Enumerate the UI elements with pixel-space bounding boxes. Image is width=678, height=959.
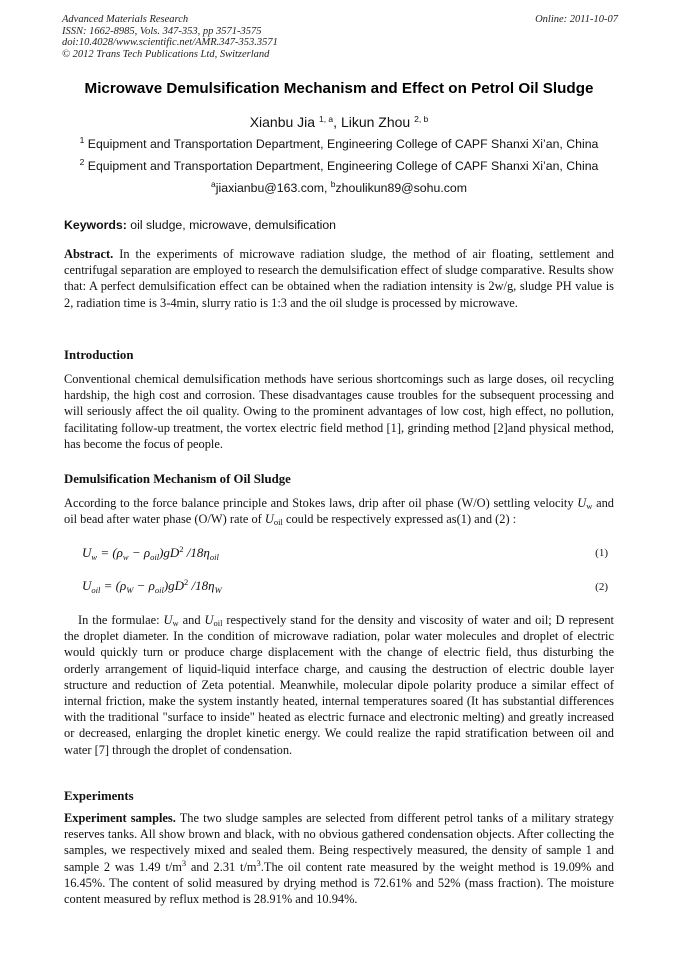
eq-sub: oil — [209, 552, 219, 562]
abstract — [64, 246, 614, 311]
experiments-paragraph — [64, 810, 614, 907]
author-name: Likun Zhou — [340, 114, 411, 130]
author-sup: 1, a — [318, 114, 334, 124]
equation-1 — [82, 545, 219, 561]
text-run: In the formulae: — [78, 613, 160, 627]
eq-part: /18η — [186, 545, 210, 560]
affiliation-text: Equipment and Transportation Department, Engineering College of CAPF Shanxi Xi’an, China — [87, 159, 599, 173]
text-run: According to the force balance principle and Stokes laws, drip after oil phase (W/O) settling velocity — [64, 496, 574, 510]
mechanism-paragraph-2 — [64, 612, 614, 758]
keywords-label: Keywords: — [64, 218, 127, 232]
email-address[interactable]: zhoulikun89@sohu.com — [335, 181, 467, 195]
section-heading-introduction: Introduction — [64, 348, 134, 362]
symbol-u: U — [577, 496, 587, 510]
symbol-u: U — [163, 613, 173, 627]
eq-part: − ρ — [136, 578, 155, 593]
eq-part: U — [82, 578, 92, 593]
eq-sub: W — [126, 585, 134, 595]
text-run: respectively stand for the density and viscosity of water and oil; D represent the droplet diameter. In the condition of microwave radiation, polar water molecules and droplet of electric would quickly turn or produce charge displacement with the change of electric field, thus disturbing the orderly arrangement of liquid-liquid interface charge, and causing the destruction of electric double layer structure and reduction of Zeta potential. Meanwhile, molecular dipole polarity produce a similar effect of internal friction, make the system instantly heated, internal temperatures soared (It has substantial differences with the traditional "surface to inside" heated as electric furnace and electronic melting) and greatly increased or decreased, enlarging the droplet kinetic energy. We could realize the rapid stratification between oil and water [7] through the droplet of condensation. — [64, 613, 614, 757]
unit-sup: 3 — [256, 857, 261, 868]
symbol-sub: w — [586, 501, 593, 511]
eq-sub: oil — [154, 585, 164, 595]
eq-sub: oil — [150, 552, 160, 562]
section-heading-mechanism: Demulsification Mechanism of Oil Sludge — [64, 472, 291, 486]
text-run: The two sludge samples are selected from different petrol tanks of a military strategy reserves tanks. All show brown and black, with no obvious gathered condensation objects. After collecting the samples, we respectively mixed and sealed them. Being respectively measured, the density of sample 1 and sample 2 was 1.49 t/m — [64, 811, 615, 874]
eq-sup: 2 — [184, 577, 189, 587]
symbol-u: U — [204, 613, 214, 627]
equation-number-1: (1) — [595, 547, 608, 559]
eq-sub: w — [91, 552, 98, 562]
journal-name: Advanced Materials Research — [62, 14, 189, 25]
paper-title: Microwave Demulsification Mechanism and Effect on Petrol Oil Sludge — [84, 80, 594, 97]
keywords-text: oil sludge, microwave, demulsification — [130, 218, 337, 232]
affiliation-sup: 1 — [79, 135, 85, 145]
symbol-sub: w — [172, 618, 179, 628]
affiliation-sup: 2 — [79, 157, 85, 167]
email-address[interactable]: jiaxianbu@163.com, — [215, 181, 328, 195]
affiliation-2 — [20, 159, 658, 173]
abstract-label: Abstract. — [64, 247, 114, 261]
journal-issn: ISSN: 1662-8985, Vols. 347-353, pp 3571-3575 — [62, 25, 262, 37]
journal-header — [62, 14, 618, 60]
eq-part: = (ρ — [103, 578, 127, 593]
keywords — [64, 218, 336, 232]
author-line — [20, 114, 658, 130]
eq-part: )gD — [163, 578, 185, 593]
eq-part: )gD — [159, 545, 180, 560]
affiliation-text: Equipment and Transportation Department, Engineering College of CAPF Shanxi Xi’an, China — [87, 137, 599, 151]
journal-doi[interactable]: doi:10.4028/www.scientific.net/AMR.347-353.3571 — [62, 37, 278, 49]
introduction-paragraph: Conventional chemical demulsification methods have serious shortcomings such as large doses, oil recycling hardship, the high cost and corrosion. These disadvantages cause troubles for the subsequent processing and will seriously affect the oil quality. Owing to the prominent advantages of low cost, high effect, no pollution, facilitating follow-up treatment, the vortex electric field method [1], grinding method [2]and physical method, has become the focus of people. — [64, 372, 614, 451]
eq-part: − ρ — [131, 545, 151, 560]
text-run: and 2.31 t/m — [190, 859, 257, 874]
abstract-text: In the experiments of microwave radiation sludge, the method of air floating, settlement and centrifugal separation are employed to research the demulsification effect of sludge comparative. Results show that: A perfect demulsification effect can be obtained when the radiation intensity is 2w/g, sludge PH value is 2, radiation time is 3-4min, slurry ratio is 1:3 and the oil sludge is processed by microwave. — [64, 247, 614, 310]
eq-part: /18η — [191, 578, 215, 593]
unit-sup: 3 — [181, 857, 187, 868]
mechanism-paragraph-1 — [64, 495, 614, 527]
eq-sub: w — [122, 552, 129, 562]
eq-part: U — [82, 545, 92, 560]
text-run: and — [182, 613, 201, 627]
symbol-sub: oil — [213, 618, 223, 628]
text-run: .The oil content rate measured by the weight method is 19.09% and 16.45%. The content of solid measured by drying method is 72.61% and 52% (mass fraction). The moisture content measured by reflux method is 28.91% and 10.94%. — [64, 859, 614, 907]
text-run: and oil bead after water phase (O/W) rate of — [64, 496, 614, 527]
subsection-label: Experiment samples. — [64, 811, 176, 825]
symbol-u: U — [264, 512, 274, 527]
email-line — [20, 181, 658, 195]
section-heading-experiments: Experiments — [64, 789, 134, 803]
affiliation-1 — [20, 137, 658, 151]
eq-sub: W — [214, 585, 222, 595]
email-sup: b — [330, 179, 336, 189]
author-name: Xianbu Jia — [249, 114, 316, 130]
eq-part: = (ρ — [100, 545, 123, 560]
equation-2 — [82, 578, 222, 594]
email-sup: a — [211, 179, 216, 189]
author-sep: , — [333, 114, 338, 130]
author-sup: 2, b — [414, 114, 429, 124]
eq-sup: 2 — [179, 544, 184, 554]
symbol-sub: oil — [273, 517, 283, 528]
equation-number-2: (2) — [595, 581, 608, 593]
text-run: could be respectively expressed as(1) and (2) : — [285, 512, 517, 527]
journal-copyright: © 2012 Trans Tech Publications Ltd, Switzerland — [62, 48, 270, 60]
eq-sub: oil — [91, 585, 101, 595]
online-date: Online: 2011-10-07 — [535, 14, 618, 25]
